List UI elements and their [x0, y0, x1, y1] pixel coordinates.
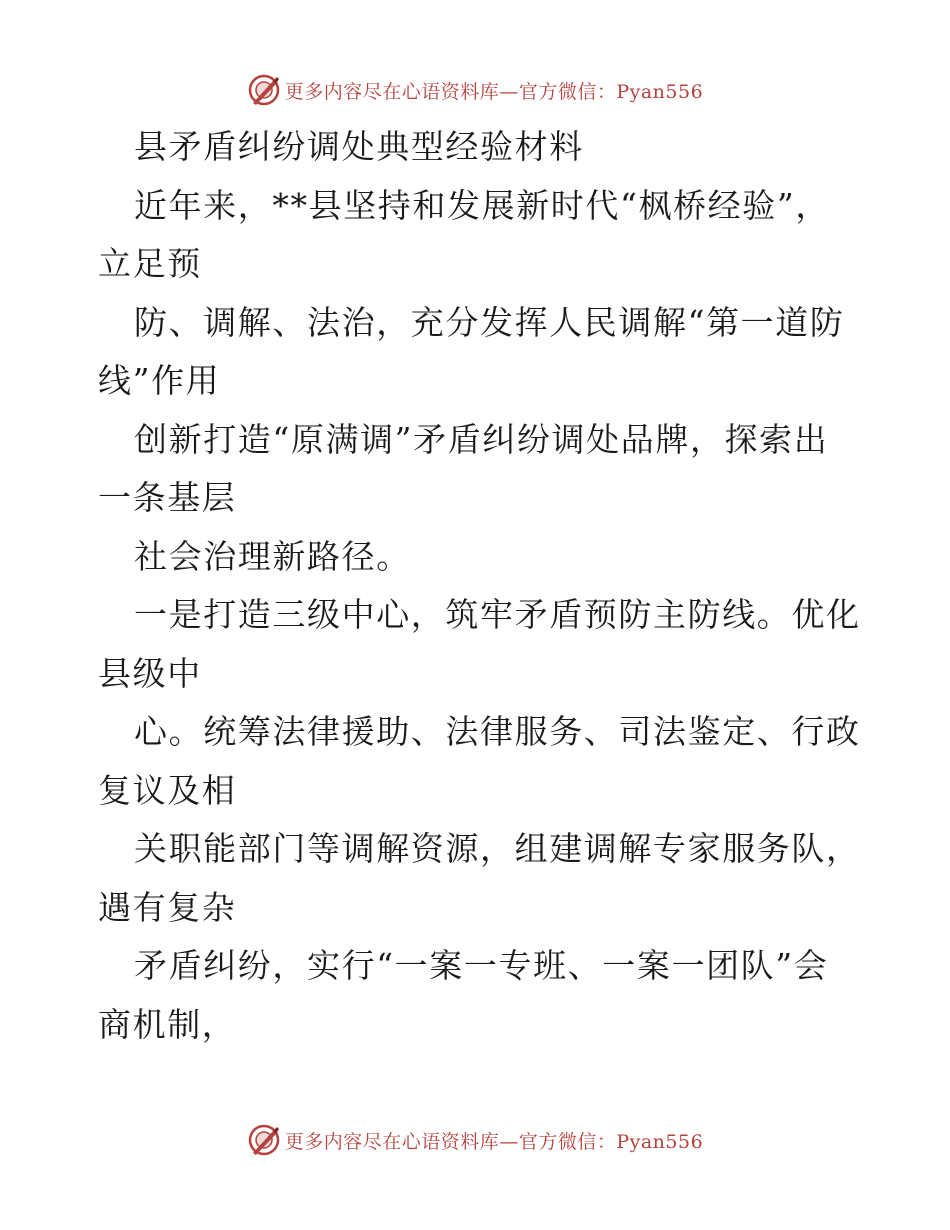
document-line: 近年来，**县坚持和发展新时代“枫桥经验”，	[134, 185, 830, 225]
pen-logo-icon	[247, 1123, 281, 1157]
banner-text: 更多内容尽在心语资料库—官方微信：Pyan556	[284, 80, 704, 103]
wechat-id: Pyan556	[616, 80, 704, 103]
document-line: 创新打造“原满调”矛盾纠纷调处品牌，探索出	[134, 419, 829, 459]
pen-logo-icon	[247, 73, 281, 107]
document-line: 社会治理新路径。	[134, 536, 411, 576]
document-line: 商机制，	[98, 1004, 237, 1044]
document-line: 复议及相	[98, 770, 237, 810]
footer-watermark-banner	[0, 1120, 950, 1160]
document-line: 一是打造三级中心，筑牢矛盾预防主防线。优化	[134, 595, 861, 634]
document-line: 县级中	[98, 653, 202, 693]
wechat-id: Pyan556	[616, 1130, 704, 1153]
document-line: 立足预	[98, 244, 202, 283]
document-title: 县矛盾纠纷调处典型经验材料	[134, 127, 584, 166]
banner-text: 更多内容尽在心语资料库—官方微信：Pyan556	[284, 1130, 704, 1153]
document-line: 关职能部门等调解资源，组建调解专家服务队，	[134, 829, 861, 868]
document-line: 矛盾纠纷，实行“一案一专班、一案一团队”会	[134, 946, 829, 985]
document-body	[98, 118, 861, 1054]
header-watermark-banner	[0, 70, 950, 110]
document-line: 防、调解、法治，充分发挥人民调解“第一道防	[134, 302, 845, 342]
document-line: 心。统筹法律援助、法律服务、司法鉴定、行政	[134, 712, 861, 751]
document-line: 线”作用	[98, 361, 221, 400]
document-line: 遇有复杂	[98, 887, 237, 927]
document-line: 一条基层	[98, 478, 237, 517]
